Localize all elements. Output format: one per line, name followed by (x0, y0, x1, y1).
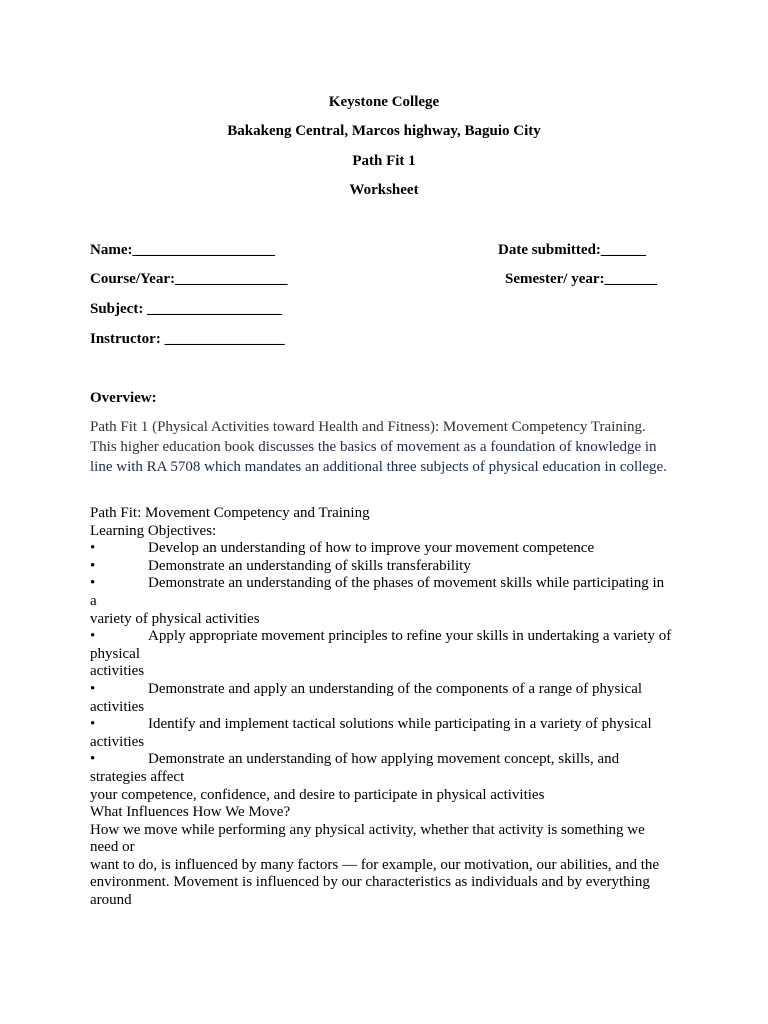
overview-line: Path Fit 1 (Physical Activities toward Health and Fitness): Movement Competency Training. (90, 419, 646, 435)
bullet: • (90, 540, 96, 557)
course-title: Path Fit 1 (352, 153, 416, 169)
list-item: • Demonstrate an understanding of skills transferability (90, 557, 471, 574)
overview-text: This higher education book (90, 439, 259, 455)
list-item-continuation: physical (90, 645, 140, 662)
overview-line: line with RA 5708 which mandates an additional three subjects of physical education in college. (90, 459, 667, 475)
objectives-label: Learning Objectives: (90, 522, 217, 539)
influences-line: How we move while performing any physical activity, whether that activity is something we (90, 821, 645, 838)
list-item-continuation: activities (90, 733, 145, 750)
document-type: Worksheet (349, 182, 419, 198)
subject-field: Subject: __________________ (90, 301, 283, 317)
list-item: • Develop an understanding of how to improve your movement competence (90, 540, 595, 557)
influences-line: environment. Movement is influenced by our characteristics as individuals and by everything (90, 874, 650, 891)
overview-paragraph (90, 417, 690, 477)
list-item-continuation: variety of physical activities (90, 610, 260, 627)
list-item: • Demonstrate and apply an understanding of the components of a range of physical (90, 680, 643, 697)
bullet: • (90, 751, 96, 768)
section-title: Path Fit: Movement Competency and Training (90, 505, 370, 521)
list-item: • Demonstrate an understanding of the phases of movement skills while participating in (90, 575, 665, 592)
influences-line: around (90, 892, 132, 909)
name-field: Name:___________________ (90, 242, 275, 258)
list-item: • Demonstrate an understanding of how applying movement concept, skills, and (90, 751, 620, 768)
bullet: • (90, 680, 96, 697)
bullet: • (90, 716, 96, 733)
list-item-continuation: activities (90, 698, 145, 715)
list-item: • Apply appropriate movement principles to refine your skills in undertaking a variety of (90, 628, 672, 645)
overview-text: discusses the basics of movement as a foundation of knowledge in (258, 439, 657, 455)
semester-year-field: Semester/ year:_______ (505, 271, 658, 287)
list-item-continuation: your competence, confidence, and desire to participate in physical activities (90, 786, 545, 803)
list-item-continuation: strategies affect (90, 768, 185, 785)
overview-line (90, 437, 690, 457)
instructor-field: Instructor: ________________ (90, 331, 285, 347)
body-content (90, 505, 682, 910)
influences-title: What Influences How We Move? (90, 804, 291, 821)
influences-line: want to do, is influenced by many factors — for example, our motivation, our abilities, and the (90, 856, 660, 873)
bullet: • (90, 575, 96, 592)
bullet: • (90, 557, 96, 574)
list-item: • Identify and implement tactical solutions while participating in a variety of physical (90, 716, 652, 733)
influences-line: need or (90, 839, 135, 856)
college-address: Bakakeng Central, Marcos highway, Baguio City (227, 123, 541, 139)
list-item-continuation: activities (90, 663, 145, 680)
date-submitted-field: Date submitted:______ (498, 242, 646, 258)
bullet: • (90, 628, 96, 645)
list-item-continuation: a (90, 592, 97, 609)
course-year-field: Course/Year:_______________ (90, 271, 288, 287)
overview-heading: Overview: (90, 390, 157, 406)
college-name: Keystone College (328, 94, 440, 110)
